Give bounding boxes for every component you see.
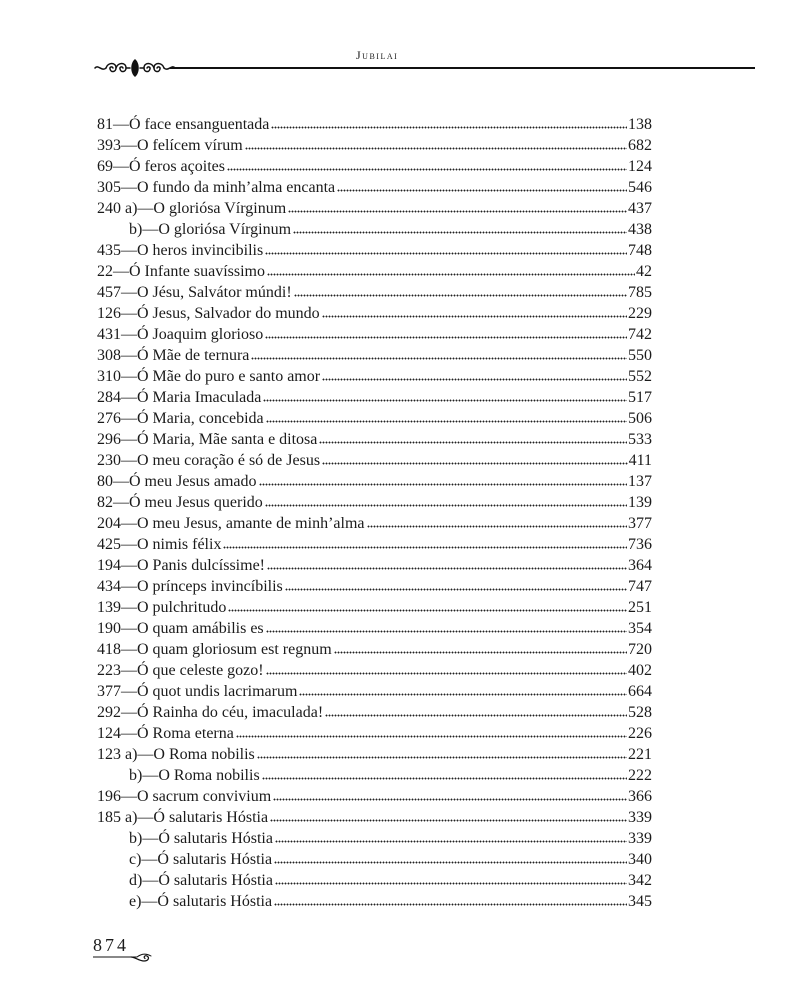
dot-leader	[263, 396, 627, 402]
entry-title: 305—O fundo da minh’alma encanta	[97, 179, 336, 196]
index-entry	[97, 576, 652, 597]
index-entry	[97, 555, 652, 576]
entry-page-number: 742	[628, 326, 652, 343]
index-entry	[97, 324, 652, 345]
index-entry	[97, 345, 652, 366]
entry-title: 185 a)—Ó salutaris Hóstia	[97, 809, 269, 826]
dot-leader	[266, 627, 627, 633]
entry-page-number: 339	[628, 809, 652, 826]
entry-title: d)—Ó salutaris Hóstia	[129, 872, 273, 889]
entry-page-number: 342	[628, 872, 652, 889]
index-subentry	[97, 870, 652, 891]
entry-page-number: 720	[628, 641, 652, 658]
dot-leader	[267, 564, 627, 570]
entry-title: 124—Ó Roma eterna	[97, 725, 234, 742]
entry-page-number: 747	[628, 578, 652, 595]
entry-title: 190—O quam amábilis es	[97, 620, 264, 637]
index-entry	[97, 786, 652, 807]
entry-title: 230—O meu coração é só de Jesus	[97, 452, 321, 469]
index-entry	[97, 660, 652, 681]
index-subentry	[97, 891, 652, 912]
entry-title: 435—O heros invincibilis	[97, 242, 264, 259]
index-subentry	[97, 828, 652, 849]
header-rule	[170, 67, 755, 69]
index-entry	[97, 198, 652, 219]
entry-title: 425—O nimis félix	[97, 536, 222, 553]
entry-page-number: 222	[628, 767, 652, 784]
entry-page-number: 682	[628, 137, 652, 154]
entry-title: 139—O pulchritudo	[97, 599, 227, 616]
fleuron-icon	[94, 57, 176, 79]
entry-page-number: 339	[628, 830, 652, 847]
index-entry	[97, 471, 652, 492]
entry-page-number: 402	[628, 662, 652, 679]
entry-page-number: 438	[628, 221, 652, 238]
entry-title: 194—O Panis dulcíssime!	[97, 557, 265, 574]
index-entry	[97, 450, 652, 471]
index-entry	[97, 639, 652, 660]
dot-leader	[227, 165, 627, 171]
entry-title: 457—O Jésu, Salvátor múndi!	[97, 284, 292, 301]
index-entry	[97, 135, 652, 156]
dot-leader	[265, 249, 627, 255]
index-subentry	[97, 849, 652, 870]
index-entry	[97, 702, 652, 723]
entry-page-number: 437	[628, 200, 652, 217]
entry-page-number: 340	[628, 851, 652, 868]
dot-leader	[274, 900, 627, 906]
index-entry	[97, 429, 652, 450]
entry-title: 22—Ó Infante suavíssimo	[97, 263, 265, 280]
dot-leader	[319, 438, 627, 444]
entry-page-number: 506	[628, 410, 652, 427]
hymn-index	[97, 114, 652, 912]
index-entry	[97, 156, 652, 177]
index-subentry	[97, 219, 652, 240]
entry-title: 393—O felícem vírum	[97, 137, 243, 154]
entry-title: 310—Ó Mãe do puro e santo amor	[97, 368, 321, 385]
index-entry	[97, 744, 652, 765]
entry-page-number: 528	[628, 704, 652, 721]
entry-title: 81—Ó face ensanguentada	[97, 116, 270, 133]
entry-title: 418—O quam gloriosum est regnum	[97, 641, 332, 658]
entry-page-number: 226	[628, 725, 652, 742]
entry-title: 123 a)—O Roma nobilis	[97, 746, 255, 763]
dot-leader	[273, 795, 627, 801]
dot-leader	[334, 648, 627, 654]
dot-leader	[299, 690, 627, 696]
dot-leader	[257, 753, 627, 759]
entry-title: 276—Ó Maria, concebida	[97, 410, 264, 427]
entry-page-number: 124	[628, 158, 652, 175]
entry-page-number: 364	[628, 557, 652, 574]
dot-leader	[266, 417, 627, 423]
entry-page-number: 785	[628, 284, 652, 301]
running-title: Jubilai	[356, 48, 399, 62]
entry-page-number: 137	[628, 473, 652, 490]
entry-title: e)—Ó salutaris Hóstia	[129, 893, 273, 910]
dot-leader	[322, 459, 628, 465]
dot-leader	[322, 375, 627, 381]
index-entry	[97, 177, 652, 198]
entry-page-number: 533	[628, 431, 652, 448]
dot-leader	[275, 837, 627, 843]
entry-title: 308—Ó Mãe de ternura	[97, 347, 250, 364]
index-entry	[97, 513, 652, 534]
dot-leader	[367, 522, 628, 528]
entry-page-number: 377	[628, 515, 652, 532]
dot-leader	[265, 333, 627, 339]
dot-leader	[271, 123, 627, 129]
entry-page-number: 251	[628, 599, 652, 616]
dot-leader	[325, 711, 627, 717]
entry-title: 284—Ó Maria Imaculada	[97, 389, 262, 406]
entry-title: b)—O gloriósa Vírginum	[129, 221, 292, 238]
index-entry	[97, 240, 652, 261]
index-entry	[97, 618, 652, 639]
entry-title: 377—Ó quot undis lacrimarum	[97, 683, 298, 700]
entry-title: 292—Ó Rainha do céu, imaculada!	[97, 704, 324, 721]
dot-leader	[251, 354, 627, 360]
entry-page-number: 229	[628, 305, 652, 322]
entry-page-number: 736	[628, 536, 652, 553]
dot-leader	[266, 669, 627, 675]
dot-leader	[294, 291, 627, 297]
dot-leader	[285, 585, 627, 591]
entry-page-number: 138	[628, 116, 652, 133]
dot-leader	[259, 480, 627, 486]
index-entry	[97, 366, 652, 387]
index-entry	[97, 807, 652, 828]
index-entry	[97, 261, 652, 282]
folio-page-number: 874	[93, 935, 129, 955]
entry-title: 80—Ó meu Jesus amado	[97, 473, 257, 490]
dot-leader	[275, 879, 627, 885]
entry-title: 204—O meu Jesus, amante de minh’alma	[97, 515, 365, 532]
index-entry	[97, 387, 652, 408]
entry-title: b)—O Roma nobilis	[129, 767, 260, 784]
entry-title: 434—O prínceps invincíbilis	[97, 578, 283, 595]
entry-page-number: 546	[628, 179, 652, 196]
index-entry	[97, 303, 652, 324]
dot-leader	[274, 858, 627, 864]
entry-page-number: 552	[628, 368, 652, 385]
dot-leader	[337, 186, 627, 192]
dot-leader	[245, 144, 627, 150]
entry-page-number: 366	[628, 788, 652, 805]
index-entry	[97, 597, 652, 618]
index-entry	[97, 681, 652, 702]
dot-leader	[322, 312, 627, 318]
entry-page-number: 139	[628, 494, 652, 511]
dot-leader	[262, 774, 627, 780]
entry-page-number: 748	[628, 242, 652, 259]
index-entry	[97, 492, 652, 513]
swash-icon	[93, 952, 155, 966]
entry-page-number: 354	[628, 620, 652, 637]
dot-leader	[236, 732, 627, 738]
entry-title: 126—Ó Jesus, Salvador do mundo	[97, 305, 320, 322]
index-entry	[97, 114, 652, 135]
entry-page-number: 221	[628, 746, 652, 763]
dot-leader	[228, 606, 627, 612]
entry-page-number: 411	[628, 452, 652, 469]
entry-title: 240 a)—O gloriósa Vírginum	[97, 200, 287, 217]
entry-page-number: 42	[636, 263, 652, 280]
entry-page-number: 345	[628, 893, 652, 910]
entry-title: 296—Ó Maria, Mãe santa e ditosa	[97, 431, 318, 448]
dot-leader	[270, 816, 627, 822]
entry-title: 69—Ó feros açoites	[97, 158, 225, 175]
index-entry	[97, 282, 652, 303]
dot-leader	[267, 270, 635, 276]
entry-title: c)—Ó salutaris Hóstia	[129, 851, 273, 868]
index-entry	[97, 408, 652, 429]
entry-title: 223—Ó que celeste gozo!	[97, 662, 264, 679]
entry-title: 431—Ó Joaquim glorioso	[97, 326, 264, 343]
dot-leader	[265, 501, 627, 507]
dot-leader	[288, 207, 627, 213]
entry-title: b)—Ó salutaris Hóstia	[129, 830, 273, 847]
index-subentry	[97, 765, 652, 786]
entry-page-number: 664	[628, 683, 652, 700]
entry-page-number: 517	[628, 389, 652, 406]
dot-leader	[223, 543, 627, 549]
entry-title: 82—Ó meu Jesus querido	[97, 494, 263, 511]
dot-leader	[293, 228, 627, 234]
index-entry	[97, 534, 652, 555]
entry-title: 196—O sacrum convivium	[97, 788, 272, 805]
index-entry	[97, 723, 652, 744]
entry-page-number: 550	[628, 347, 652, 364]
